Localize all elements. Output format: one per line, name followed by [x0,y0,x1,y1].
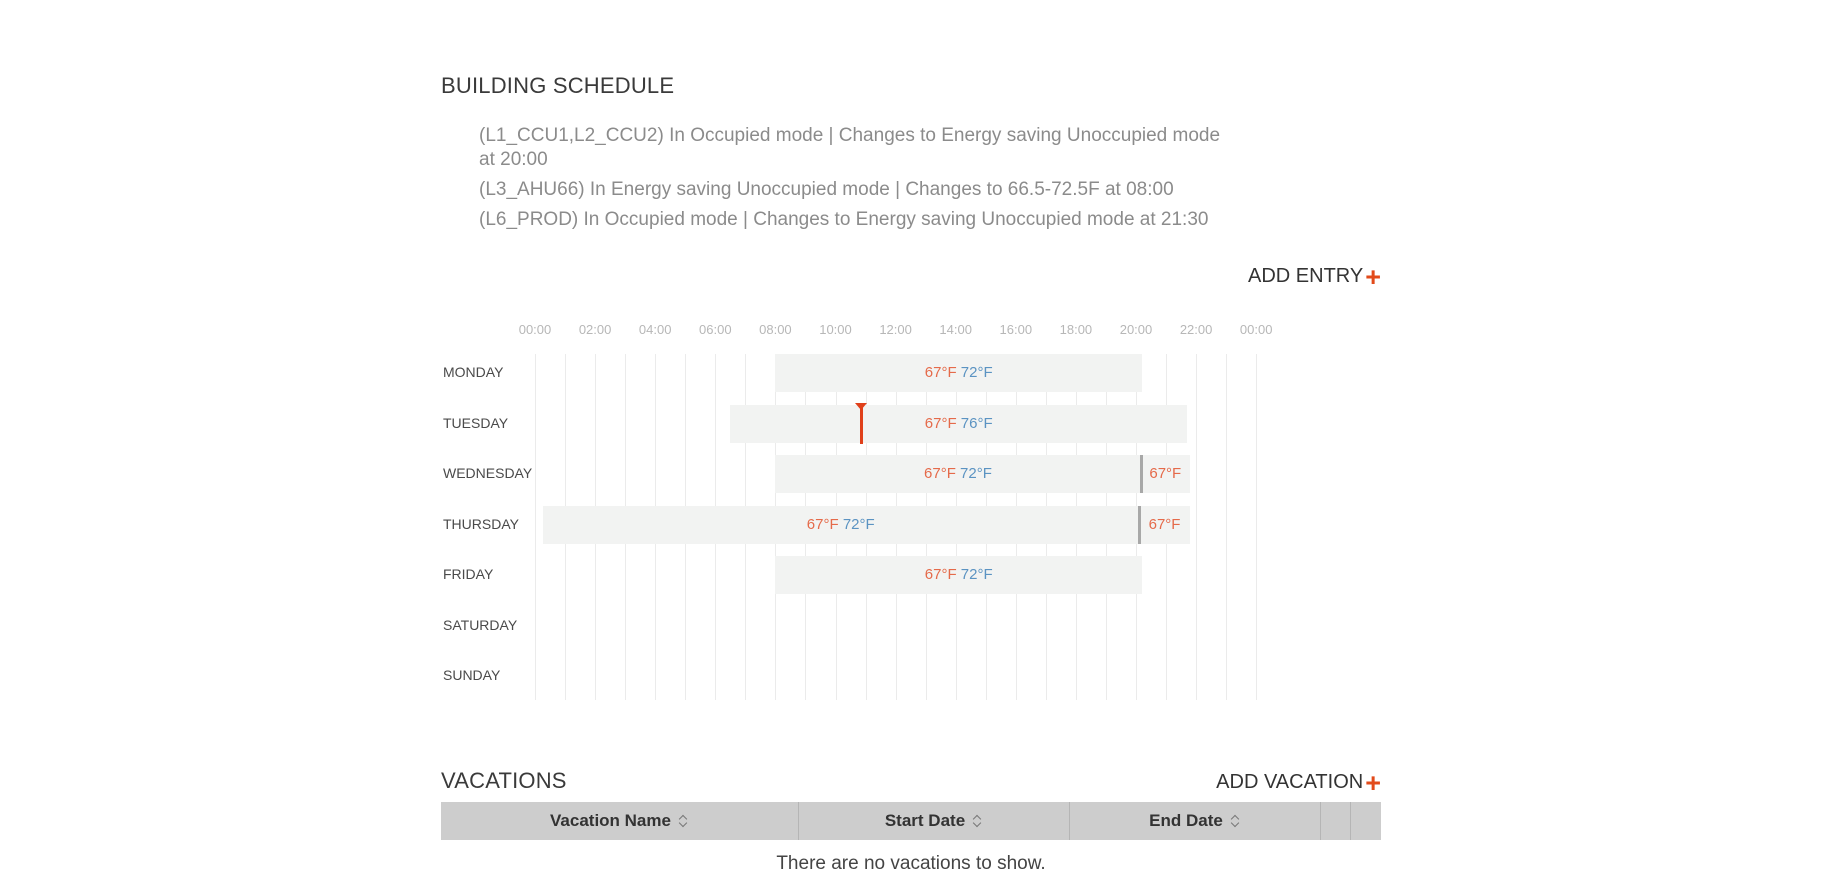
heat-setpoint: 67°F [924,566,957,583]
hour-label: 16:00 [999,322,1033,337]
schedule-chart[interactable] [441,316,1281,706]
column-header-start-date[interactable] [799,802,1070,840]
hour-label: 00:00 [518,322,552,337]
entry-divider [1140,455,1143,493]
heat-setpoint: 67°F [1149,465,1182,482]
hour-label: 18:00 [1059,322,1093,337]
sort-icon[interactable] [973,813,983,829]
day-label: WEDNESDAY [443,465,533,481]
hour-label: 12:00 [879,322,912,337]
add-vacation-button[interactable] [1216,767,1381,798]
grid-line [1226,354,1227,700]
cool-setpoint: 76°F [960,414,993,432]
hour-label: 14:00 [939,322,972,337]
hour-label: 20:00 [1119,322,1153,337]
day-label: THURSDAY [443,515,519,532]
hour-label: 00:00 [1239,322,1273,337]
vacations-table-header [441,802,1381,840]
status-line: (L6_PROD) In Occupied mode | Changes to Energy saving Unoccupied mode at 21:30 [479,209,1209,230]
cool-setpoint: 72°F [960,566,993,583]
entry-temperatures [925,556,993,594]
add-entry-button[interactable] [1248,261,1381,292]
heat-setpoint: 67°F [924,364,957,381]
current-time-marker [860,404,863,444]
plus-icon: + [1365,767,1381,798]
day-label: TUESDAY [443,414,509,431]
column-header-actions [1321,802,1351,840]
day-label: SATURDAY [443,616,518,633]
cool-setpoint: 72°F [960,364,993,381]
current-time-marker-icon [855,403,867,410]
empty-vacations-message: There are no vacations to show. [776,853,1046,874]
grid-line [535,354,536,700]
day-label: MONDAY [443,364,504,380]
add-vacation-label: ADD VACATION [1216,771,1364,793]
status-line: (L3_AHU66) In Energy saving Unoccupied mode | Changes to 66.5-72.5F at 08:00 [479,179,1174,200]
status-line: (L1_CCU1,L2_CCU2) In Occupied mode | Changes to Energy saving Unoccupied mode at 20:00 [479,125,1221,170]
column-header-vacation-name[interactable] [441,802,799,840]
grid-line [1196,354,1197,700]
sort-icon[interactable] [1231,813,1241,829]
hour-label: 06:00 [699,322,732,337]
day-label: SUNDAY [443,667,501,683]
hour-label: 10:00 [819,322,852,337]
entry-temperatures [925,405,993,443]
column-label: Vacation Name [550,811,671,830]
entry-temperatures [807,506,875,544]
plus-icon: + [1365,261,1381,292]
heat-setpoint: 67°F [806,515,839,533]
column-label: End Date [1149,811,1223,830]
vacations-title: VACATIONS [441,768,567,793]
hour-label: 08:00 [759,322,792,337]
heat-setpoint: 67°F [924,465,956,482]
heat-setpoint: 67°F [1148,515,1181,533]
hour-label: 22:00 [1179,322,1213,337]
building-schedule-title: BUILDING SCHEDULE [441,73,675,98]
entry-temperatures [924,455,992,493]
hour-label: 02:00 [578,322,612,337]
schedule-status-list [479,124,1239,238]
add-entry-label: ADD ENTRY [1248,265,1364,287]
hour-label: 04:00 [638,322,672,337]
cool-setpoint: 72°F [960,465,992,482]
grid-line [1256,354,1257,700]
entry-divider [1138,506,1141,544]
heat-setpoint: 67°F [924,414,957,432]
entry-temperatures [1149,455,1181,493]
column-header-end-date[interactable] [1070,802,1321,840]
column-label: Start Date [884,811,966,830]
entry-temperatures [1149,506,1181,544]
day-label: FRIDAY [443,566,494,582]
sort-icon[interactable] [679,813,689,829]
entry-temperatures [925,354,993,392]
cool-setpoint: 72°F [842,515,875,533]
column-header-actions [1351,802,1381,840]
